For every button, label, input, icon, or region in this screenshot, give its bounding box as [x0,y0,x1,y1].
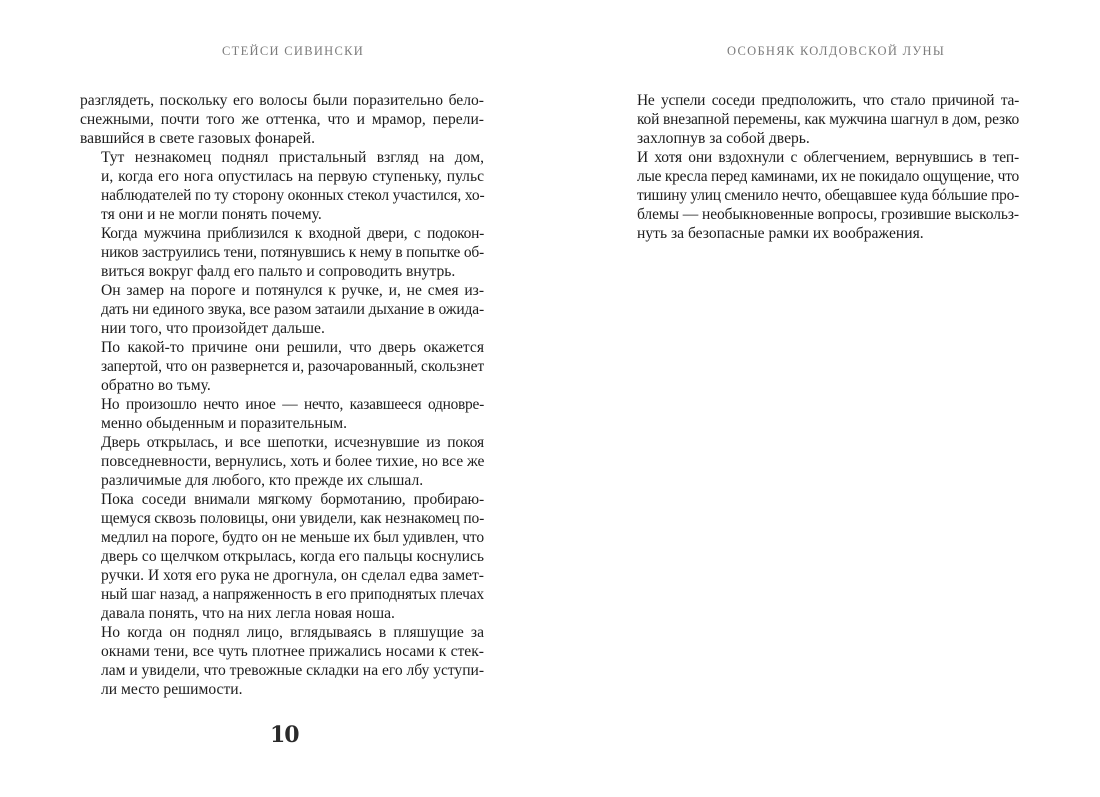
text-line: тя они и не могли понять почему. [101,206,322,223]
text-line: Когда мужчина приблизился к входной двери, с подокон- [101,225,484,242]
text-line: медлил на пороге, будто он не меньше их был удивлен, что [101,529,484,546]
text-line: лам и увидели, что тревожные складки на его лбу уступи- [101,662,484,679]
paragraph [80,338,484,395]
text-line: дверь со щелчком открылась, когда его пальцы коснулись [101,548,485,565]
text-line: менно обыденным и поразительным. [101,415,347,432]
text-line: И хотя они вздохнули с облегчением, вернувшись в теп- [637,149,1019,166]
text-line: и, когда его нога опустилась на первую ступеньку, пульс [101,168,484,185]
paragraph [80,395,484,433]
right-page [550,0,1100,797]
paragraph [616,91,1019,148]
text-line: нуть за безопасные рамки их воображения. [637,225,924,242]
text-line: ли место решимости. [101,681,243,698]
running-head-title: ОСОБНЯК КОЛДОВСКОЙ ЛУНЫ [727,44,946,58]
paragraph [80,623,484,699]
left-text-block [80,91,484,699]
text-line: разглядеть, поскольку его волосы были поразительно бело- [80,92,484,109]
text-line: виться вокруг фалд его пальто и сопроводить внутрь. [101,263,456,280]
text-line: дать ни единого звука, все разом затаили дыхание в ожида- [101,301,484,318]
page-number: 10 [270,722,299,748]
text-line: запертой, что он развернется и, разочарованный, скользнет [101,358,484,375]
paragraph [80,433,484,490]
text-line: нии того, что произойдет дальше. [101,320,325,337]
text-line: Он замер на пороге и потянулся к ручке, и, не смея из- [101,282,484,299]
paragraph [80,281,484,338]
right-text-block [616,91,1019,243]
text-line: Но когда он поднял лицо, вглядываясь в пляшущие за [101,624,484,641]
text-line: Но произошло нечто иное — нечто, казавшееся одновре- [101,396,484,413]
paragraph [80,490,484,623]
running-head-author: СТЕЙСИ СИВИНСКИ [222,44,365,58]
text-line: обратно во тьму. [101,377,211,394]
text-line: ный шаг назад, а напряженность в его приподнятых плечах [101,586,484,603]
text-line: Не успели соседи предположить, что стало причиной та- [637,92,1019,109]
text-line: вавшийся в свете газовых фонарей. [80,130,315,147]
text-line: Дверь открылась, и все шепотки, исчезнувшие из покоя [101,434,484,451]
text-line: давала понять, что на них легла новая ноша. [101,605,395,622]
text-line: различимые для любого, кто прежде их слышал. [101,472,424,489]
text-line: повседневности, вернулись, хоть и более тихие, но все же [101,453,485,470]
paragraph [80,224,484,281]
paragraph [616,148,1019,243]
text-line: захлопнув за собой дверь. [637,130,810,147]
text-line: наблюдателей по ту сторону оконных стекол участился, хо- [101,187,485,204]
paragraph [80,91,484,148]
text-line: лые кресла перед каминами, их не покидало ощущение, что [637,168,1020,185]
text-line: Тут незнакомец поднял пристальный взгляд на дом, [101,149,484,166]
text-line: блемы — необыкновенные вопросы, грозившие выскольз- [637,206,1019,223]
paragraph [80,148,484,224]
text-line: окнами тени, все чуть плотнее прижались носами к стек- [101,643,484,660]
text-line: снежными, почти того же оттенка, что и мрамор, перели- [80,111,484,128]
text-line: щемуся сквозь половицы, они увидели, как незнакомец по- [101,510,485,527]
text-line: ников заструились тени, потянувшись к нему в попытке об- [101,244,484,261]
text-line: тишину улиц сменило нечто, обещавшее куда бóльшие про- [637,187,1019,204]
text-line: кой внезапной перемены, как мужчина шагнул в дом, резко [637,111,1019,128]
text-line: ручки. И хотя его рука не дрогнула, он сделал едва замет- [101,567,484,584]
text-line: Пока соседи внимали мягкому бормотанию, пробираю- [101,491,484,508]
text-line: По какой-то причине они решили, что дверь окажется [101,339,484,356]
